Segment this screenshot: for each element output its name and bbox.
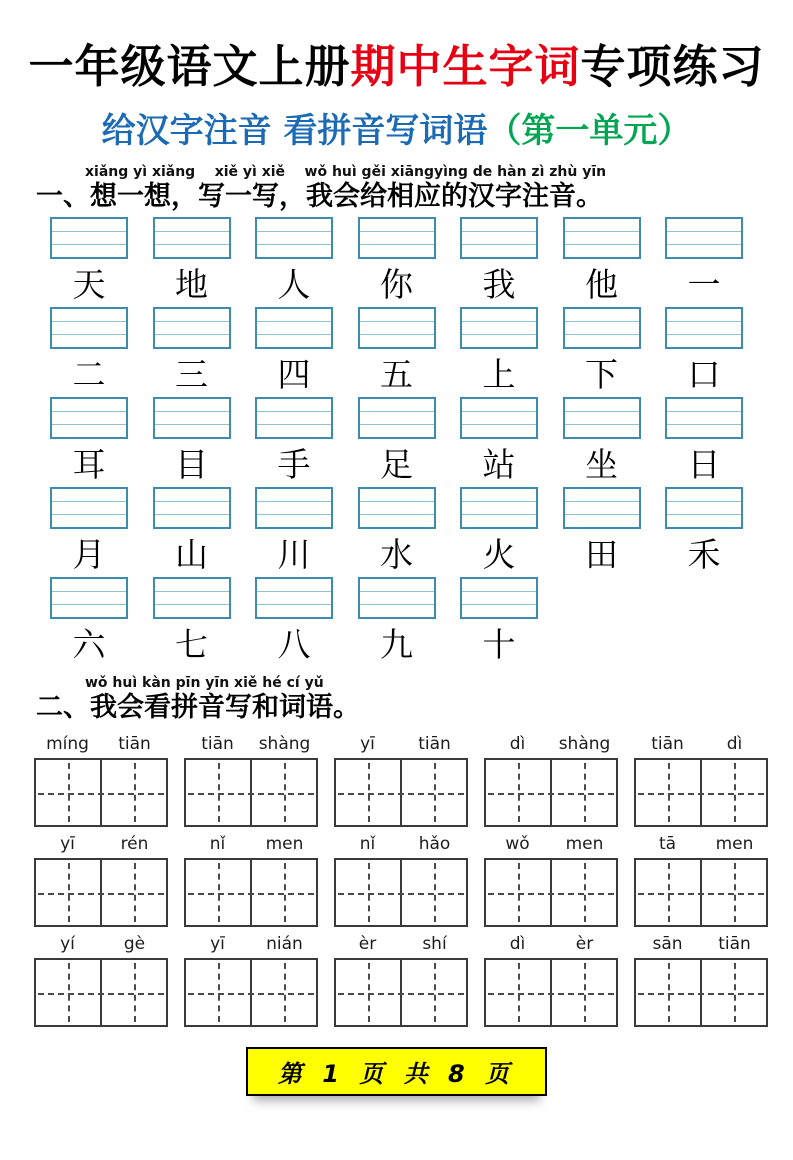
pinyin-word-block: [34, 733, 168, 827]
syllable-label: tiān: [118, 734, 151, 754]
word-row: [34, 933, 793, 1027]
page-title: [0, 38, 793, 96]
pinyin-writing-box[interactable]: [563, 487, 641, 529]
hanzi-char: 田: [585, 535, 618, 574]
syllable-label: dì: [726, 734, 743, 754]
pinyin-word-block: [634, 833, 768, 927]
syllable-label: tiān: [651, 734, 684, 754]
char-cell: [153, 577, 231, 664]
tianzige-cell[interactable]: [252, 960, 316, 1025]
tianzige-grid[interactable]: [334, 858, 468, 927]
tianzige-cell[interactable]: [336, 960, 402, 1025]
pinyin-word-block: [334, 933, 468, 1027]
char-cell: [255, 307, 333, 394]
char-cell: [460, 307, 538, 394]
hanzi-char: 人: [277, 265, 311, 304]
char-cell: [665, 307, 743, 394]
pinyin-word-block: [184, 933, 318, 1027]
pinyin-writing-box[interactable]: [153, 307, 231, 349]
char-cell: [50, 577, 128, 664]
pinyin-word-block: [484, 833, 618, 927]
tianzige-cell[interactable]: [336, 760, 402, 825]
char-cell: [153, 217, 231, 304]
hanzi-char: 十: [482, 625, 516, 664]
char-cell: [153, 397, 231, 484]
pinyin-writing-box[interactable]: [358, 307, 436, 349]
pinyin-writing-box[interactable]: [255, 577, 333, 619]
char-row: [50, 577, 793, 664]
hanzi-char: 天: [72, 265, 106, 304]
pinyin-writing-box[interactable]: [563, 397, 641, 439]
tianzige-grid[interactable]: [184, 858, 318, 927]
hanzi-char: 禾: [687, 535, 721, 574]
hanzi-char: 山: [175, 535, 208, 574]
tianzige-grid[interactable]: [484, 958, 618, 1027]
tianzige-cell[interactable]: [486, 860, 552, 925]
syllable-label: yī: [210, 934, 225, 954]
section2-rows: [34, 733, 793, 1027]
char-cell: [255, 397, 333, 484]
pinyin-writing-box[interactable]: [50, 307, 128, 349]
word-row: [34, 833, 793, 927]
syllable-label: nián: [266, 934, 303, 954]
tianzige-cell[interactable]: [636, 760, 702, 825]
pinyin-writing-box[interactable]: [665, 307, 743, 349]
char-cell: [358, 307, 436, 394]
hanzi-char: 水: [380, 535, 413, 574]
pinyin-word-block: [34, 833, 168, 927]
tianzige-cell[interactable]: [36, 960, 102, 1025]
char-cell: [50, 217, 128, 304]
section1-pinyin-hint: xiǎng yì xiǎng xiě yì xiě wǒ huì gěi xiāngyìng de hàn zì zhù yīn: [85, 164, 607, 180]
syllable-label: míng: [46, 734, 89, 754]
pinyin-writing-box[interactable]: [153, 397, 231, 439]
pinyin-word-block: [484, 933, 618, 1027]
char-cell: [153, 487, 231, 574]
hanzi-char: 九: [380, 625, 413, 664]
title-highlight: 期中生字词: [350, 40, 581, 93]
syllable-label: tiān: [418, 734, 451, 754]
hanzi-char: 八: [277, 625, 311, 664]
syllable-label: wǒ: [505, 834, 530, 854]
hanzi-char: 他: [585, 265, 618, 304]
hanzi-char: 足: [380, 445, 413, 484]
tianzige-grid[interactable]: [34, 958, 168, 1027]
tianzige-grid[interactable]: [634, 758, 768, 827]
pinyin-word-block: [334, 833, 468, 927]
pinyin-writing-box[interactable]: [563, 307, 641, 349]
pinyin-writing-box[interactable]: [358, 487, 436, 529]
syllable-label: dì: [509, 734, 526, 754]
worksheet-page: [0, 38, 793, 1160]
pinyin-word-block: [334, 733, 468, 827]
tianzige-grid[interactable]: [484, 858, 618, 927]
char-cell: [358, 217, 436, 304]
page-subtitle: [0, 109, 793, 153]
char-row: [50, 217, 793, 304]
pinyin-writing-box[interactable]: [460, 217, 538, 259]
pinyin-writing-box[interactable]: [50, 217, 128, 259]
tianzige-grid[interactable]: [34, 758, 168, 827]
syllable-label: men: [715, 834, 754, 854]
char-cell: [563, 217, 641, 304]
char-cell: [153, 307, 231, 394]
hanzi-char: 我: [482, 265, 516, 304]
hanzi-char: 下: [585, 355, 618, 394]
pinyin-writing-box[interactable]: [255, 397, 333, 439]
pinyin-writing-box[interactable]: [358, 217, 436, 259]
pinyin-writing-box[interactable]: [665, 487, 743, 529]
section2-pinyin-hint: wǒ huì kàn pīn yīn xiě hé cí yǔ: [85, 675, 324, 691]
hanzi-char: 二: [72, 355, 106, 394]
page-number-badge: 第 1 页 共 8 页: [246, 1047, 547, 1096]
pinyin-writing-box[interactable]: [50, 577, 128, 619]
tianzige-grid[interactable]: [334, 758, 468, 827]
syllable-label: shàng: [558, 734, 611, 754]
tianzige-cell[interactable]: [702, 860, 766, 925]
syllable-label: men: [265, 834, 304, 854]
char-cell: [50, 397, 128, 484]
tianzige-cell[interactable]: [186, 860, 252, 925]
hanzi-char: 口: [687, 355, 721, 394]
tianzige-cell[interactable]: [486, 760, 552, 825]
char-cell: [255, 577, 333, 664]
pinyin-writing-box[interactable]: [153, 217, 231, 259]
tianzige-cell[interactable]: [402, 960, 466, 1025]
syllable-label: yī: [60, 834, 75, 854]
hanzi-char: 五: [380, 355, 413, 394]
syllable-label: nǐ: [359, 834, 376, 854]
hanzi-char: 目: [175, 445, 208, 484]
char-cell: [255, 217, 333, 304]
syllable-label: hǎo: [418, 834, 451, 854]
char-cell: [665, 397, 743, 484]
tianzige-grid[interactable]: [34, 858, 168, 927]
tianzige-cell[interactable]: [636, 960, 702, 1025]
char-cell: [563, 487, 641, 574]
syllable-label: dì: [509, 934, 526, 954]
syllable-label: rén: [120, 834, 149, 854]
pinyin-writing-box[interactable]: [255, 487, 333, 529]
syllable-label: tā: [658, 834, 677, 854]
syllable-label: nǐ: [209, 834, 226, 854]
tianzige-cell[interactable]: [36, 760, 102, 825]
pinyin-word-block: [184, 733, 318, 827]
char-row: [50, 397, 793, 484]
syllable-label: men: [565, 834, 604, 854]
syllable-label: èr: [575, 934, 594, 954]
tianzige-cell[interactable]: [102, 760, 166, 825]
syllable-label: shí: [422, 934, 447, 954]
hanzi-char: 手: [277, 445, 311, 484]
hanzi-char: 日: [687, 445, 721, 484]
section1-heading: 一、想一想，写一写，我会给相应的汉字注音。: [36, 181, 603, 212]
tianzige-cell[interactable]: [552, 960, 616, 1025]
char-cell: [255, 487, 333, 574]
syllable-label: gè: [123, 934, 146, 954]
pinyin-writing-box[interactable]: [665, 217, 743, 259]
pinyin-writing-box[interactable]: [50, 397, 128, 439]
hanzi-char: 火: [482, 535, 516, 574]
tianzige-cell[interactable]: [702, 960, 766, 1025]
syllable-label: shàng: [258, 734, 311, 754]
tianzige-cell[interactable]: [336, 860, 402, 925]
pinyin-word-block: [484, 733, 618, 827]
pinyin-writing-box[interactable]: [665, 397, 743, 439]
tianzige-cell[interactable]: [702, 760, 766, 825]
syllable-label: yí: [60, 934, 75, 954]
pinyin-writing-box[interactable]: [460, 487, 538, 529]
tianzige-grid[interactable]: [484, 758, 618, 827]
hanzi-char: 坐: [585, 445, 618, 484]
char-cell: [563, 397, 641, 484]
hanzi-char: 耳: [72, 445, 106, 484]
subtitle-unit: （第一单元）: [487, 111, 692, 151]
hanzi-char: 三: [175, 355, 208, 394]
tianzige-cell[interactable]: [486, 960, 552, 1025]
hanzi-char: 上: [482, 355, 516, 394]
pinyin-writing-box[interactable]: [460, 397, 538, 439]
pinyin-writing-box[interactable]: [50, 487, 128, 529]
pinyin-word-block: [184, 833, 318, 927]
page-footer: [0, 1047, 793, 1096]
syllable-label: tiān: [201, 734, 234, 754]
pinyin-word-block: [34, 933, 168, 1027]
section1-rows: [50, 217, 793, 664]
tianzige-cell[interactable]: [402, 860, 466, 925]
tianzige-grid[interactable]: [634, 958, 768, 1027]
tianzige-cell[interactable]: [186, 760, 252, 825]
tianzige-cell[interactable]: [252, 760, 316, 825]
tianzige-cell[interactable]: [636, 860, 702, 925]
subtitle-main: 给汉字注音 看拼音写词语: [101, 111, 488, 151]
title-part1: 一年级语文上册: [28, 40, 351, 93]
char-cell: [460, 217, 538, 304]
pinyin-word-block: [634, 933, 768, 1027]
char-cell: [665, 217, 743, 304]
pinyin-writing-box[interactable]: [460, 577, 538, 619]
tianzige-grid[interactable]: [184, 958, 318, 1027]
tianzige-cell[interactable]: [102, 960, 166, 1025]
pinyin-writing-box[interactable]: [563, 217, 641, 259]
syllable-label: tiān: [718, 934, 751, 954]
hanzi-char: 一: [687, 265, 721, 304]
tianzige-cell[interactable]: [36, 860, 102, 925]
tianzige-cell[interactable]: [186, 960, 252, 1025]
char-row: [50, 487, 793, 574]
pinyin-word-block: [634, 733, 768, 827]
tianzige-cell[interactable]: [402, 760, 466, 825]
pinyin-writing-box[interactable]: [358, 397, 436, 439]
char-cell: [358, 577, 436, 664]
tianzige-cell[interactable]: [552, 860, 616, 925]
char-cell: [563, 307, 641, 394]
hanzi-char: 四: [277, 355, 311, 394]
hanzi-char: 六: [72, 625, 106, 664]
pinyin-writing-box[interactable]: [358, 577, 436, 619]
char-cell: [460, 577, 538, 664]
tianzige-cell[interactable]: [552, 760, 616, 825]
char-cell: [460, 397, 538, 484]
char-cell: [358, 397, 436, 484]
hanzi-char: 你: [380, 265, 413, 304]
hanzi-char: 站: [482, 445, 516, 484]
title-part2: 专项练习: [580, 40, 765, 93]
char-row: [50, 307, 793, 394]
char-cell: [460, 487, 538, 574]
tianzige-grid[interactable]: [184, 758, 318, 827]
syllable-label: èr: [358, 934, 377, 954]
pinyin-writing-box[interactable]: [255, 307, 333, 349]
hanzi-char: 川: [277, 535, 311, 574]
tianzige-grid[interactable]: [634, 858, 768, 927]
hanzi-char: 地: [175, 265, 208, 304]
char-cell: [50, 307, 128, 394]
tianzige-cell[interactable]: [252, 860, 316, 925]
section2-heading: 二、我会看拼音写和词语。: [36, 692, 360, 723]
pinyin-writing-box[interactable]: [153, 577, 231, 619]
tianzige-cell[interactable]: [102, 860, 166, 925]
pinyin-writing-box[interactable]: [460, 307, 538, 349]
char-cell: [358, 487, 436, 574]
hanzi-char: 七: [175, 625, 208, 664]
tianzige-grid[interactable]: [334, 958, 468, 1027]
pinyin-writing-box[interactable]: [255, 217, 333, 259]
word-row: [34, 733, 793, 827]
syllable-label: yī: [360, 734, 375, 754]
hanzi-char: 月: [72, 535, 106, 574]
pinyin-writing-box[interactable]: [153, 487, 231, 529]
char-cell: [665, 487, 743, 574]
syllable-label: sān: [652, 934, 683, 954]
char-cell: [50, 487, 128, 574]
